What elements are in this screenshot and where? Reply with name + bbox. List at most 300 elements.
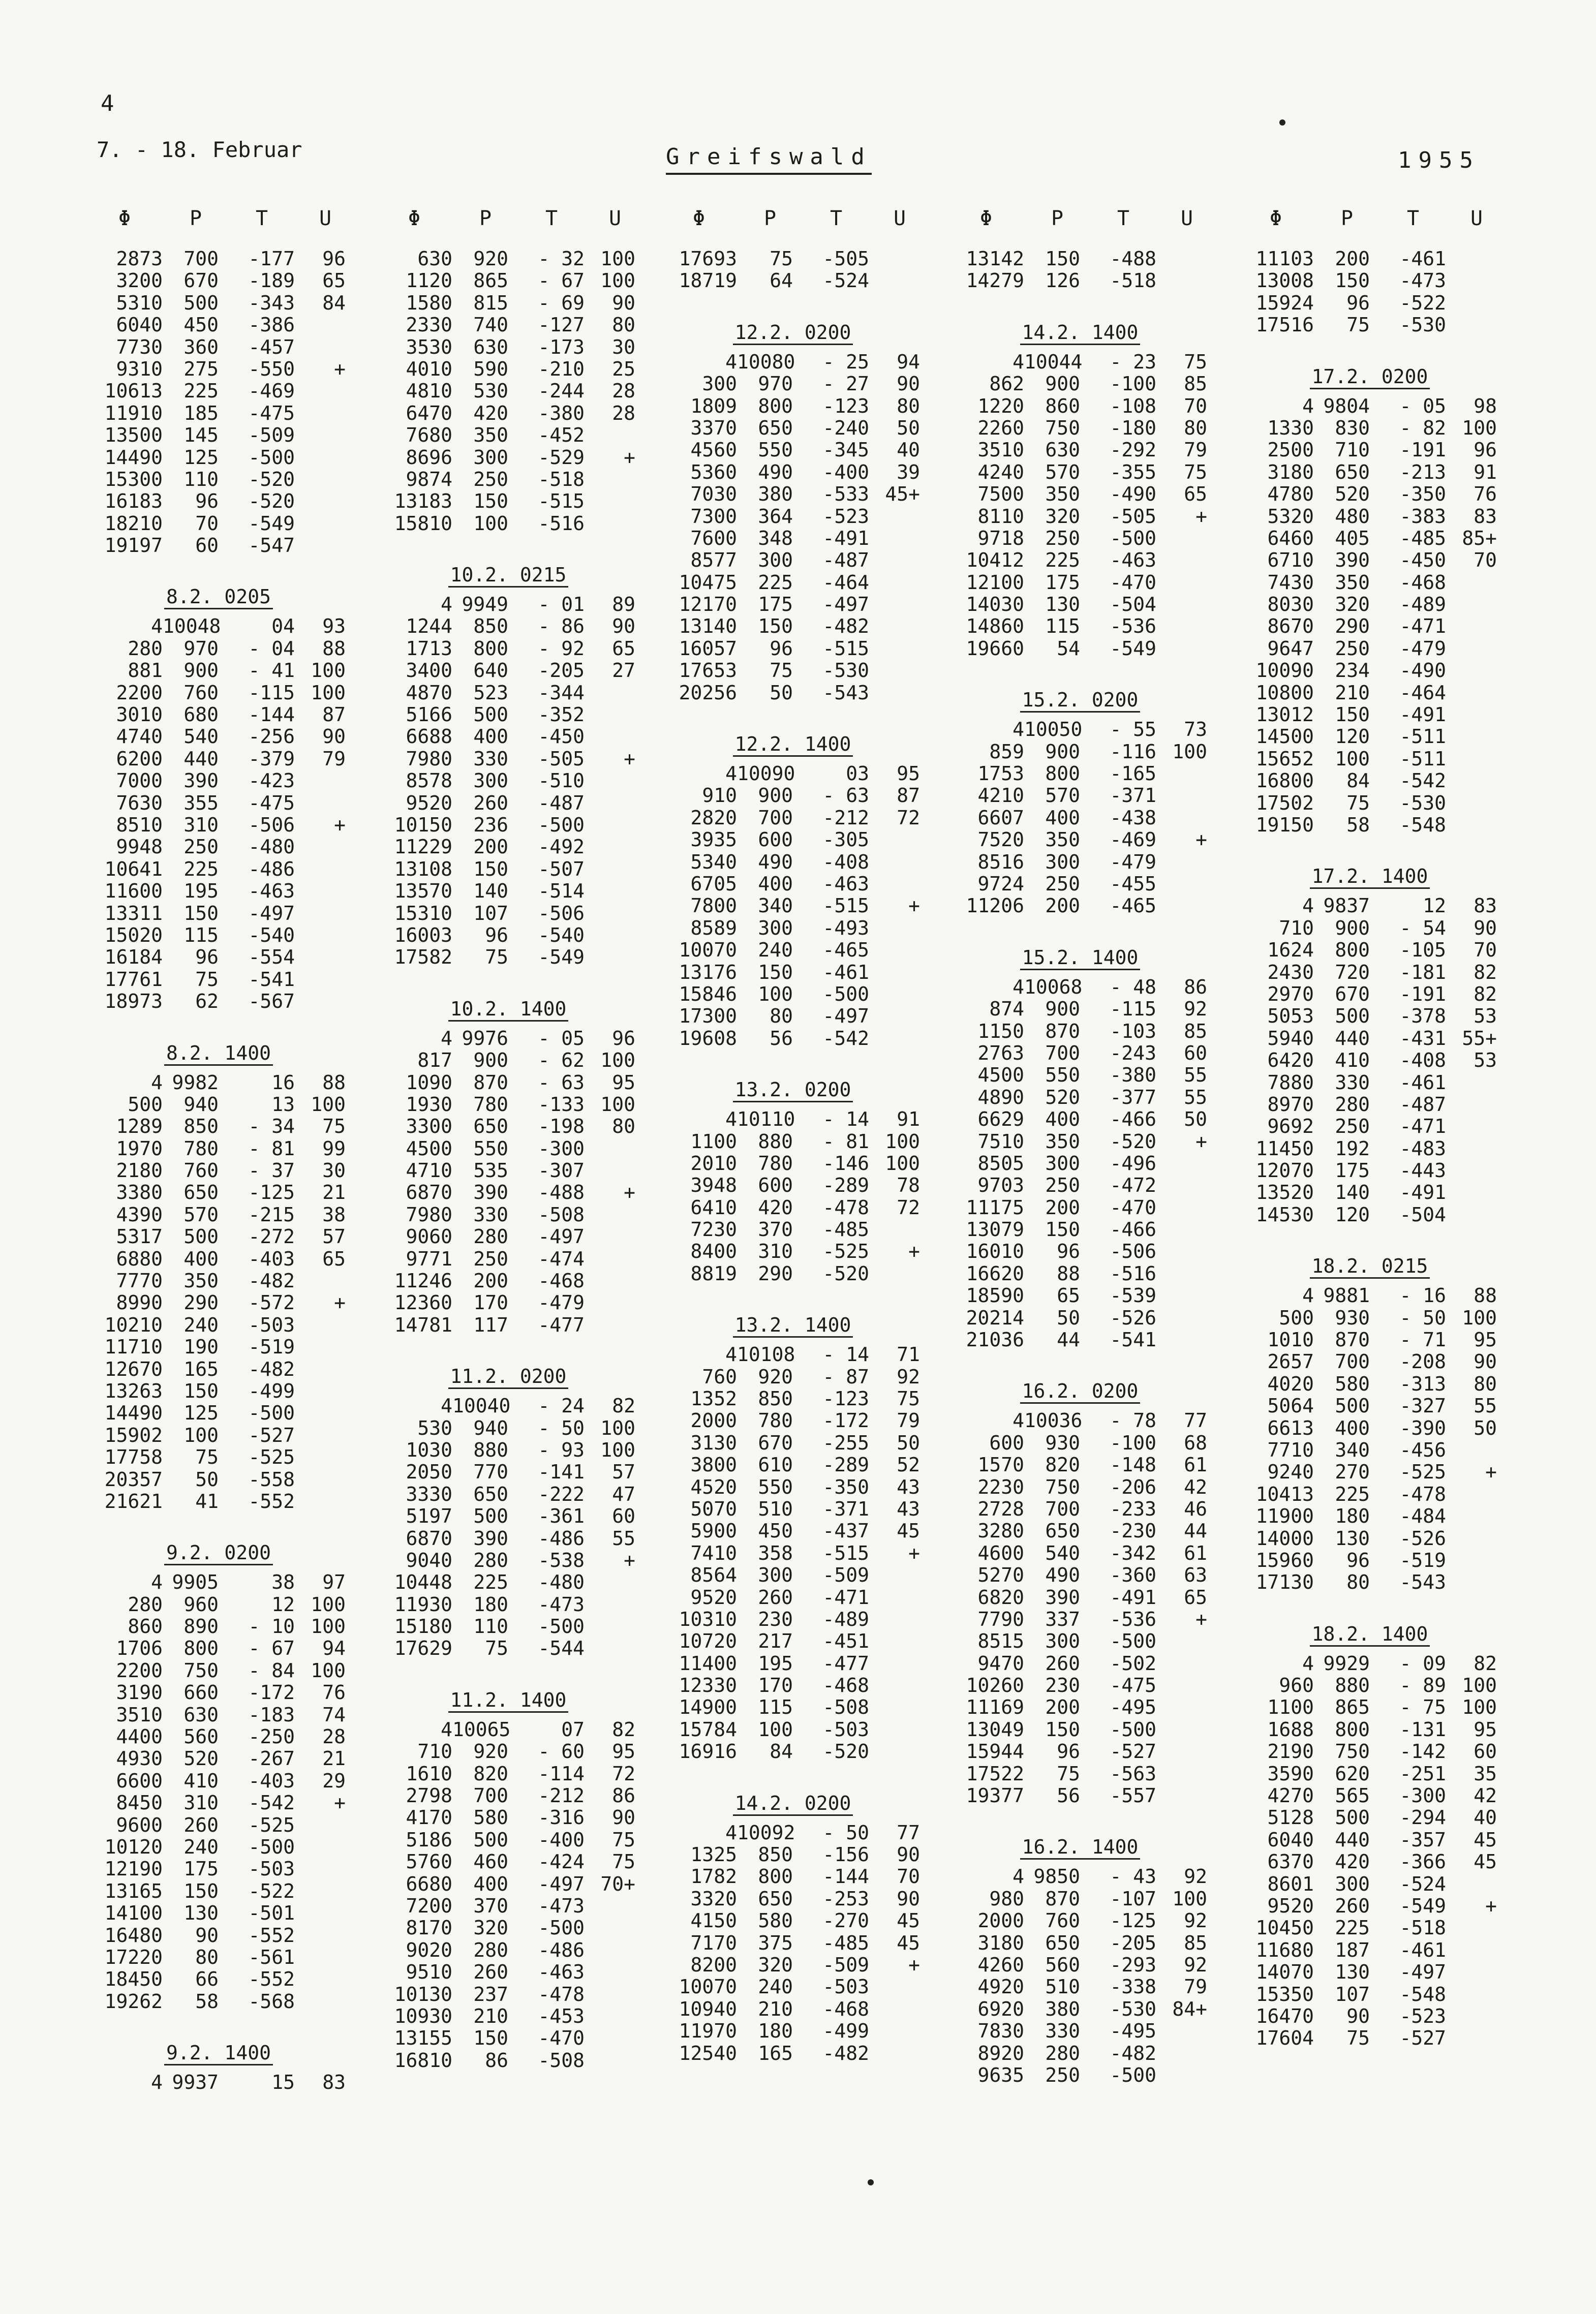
temperature-cell: -497 [248,902,295,924]
height-cell: 11229 [394,836,452,858]
height-cell: 11910 [104,402,163,424]
height-cell: 2430 [1267,961,1314,983]
pressure-cell: 250 [1045,2063,1080,2086]
temperature-cell: -526 [1110,1306,1156,1329]
humidity-cell [1446,1961,1497,1983]
table-row [1227,248,1512,270]
height-cell: 881 [128,659,163,682]
table-row [366,469,651,490]
humidity-cell [869,983,920,1005]
table-row [651,1844,935,1866]
section-title-wrap [76,1041,361,1065]
humidity-cell: 76 [322,1681,346,1704]
height-cell: 4500 [977,1064,1024,1087]
pressure-cell: 225 [183,380,219,403]
height-cell: 13079 [966,1218,1024,1241]
height-cell: 13008 [1255,269,1314,292]
pressure-cell: 150 [183,1879,219,1902]
table-row [76,1594,361,1616]
table-row [938,1520,1222,1542]
pressure-cell: 170 [758,1674,793,1697]
humidity-cell [869,615,920,637]
table-row [651,1653,935,1675]
temperature-cell: -509 [822,1954,869,1976]
humidity-cell [869,1696,920,1718]
pressure-cell: 125 [183,446,219,469]
pressure-cell: 100 [758,1718,793,1741]
humidity-cell [295,969,346,991]
pressure-cell: 760 [1045,1909,1080,1932]
humidity-cell: + [1485,1895,1497,1917]
humidity-cell: 40 [1474,1806,1497,1829]
height-cell: 10260 [966,1674,1024,1697]
height-cell: 5186 [406,1828,452,1851]
table-row [1227,1851,1512,1873]
height-cell: 7980 [406,747,452,770]
pressure-cell: 320 [1335,593,1370,616]
sounding-section [938,946,1222,1351]
temperature-cell: - 50 [822,1821,869,1844]
temperature-cell: -475 [1110,1674,1156,1697]
pressure-cell: 880 [473,1438,508,1461]
temperature-cell: -338 [1110,1976,1156,1998]
table-row [651,895,935,917]
humidity-cell [869,962,920,983]
humidity-cell [1156,572,1207,594]
height-cell: 15652 [1255,747,1314,770]
temperature-cell: -491 [1399,1181,1446,1204]
height-cell: 2230 [977,1475,1024,1498]
height-cell: 7300 [690,505,737,528]
pressure-cell: 580 [758,1909,793,1932]
temperature-cell: -504 [1110,593,1156,616]
height-cell: 4780 [1267,483,1314,506]
pressure-cell: 364 [758,505,793,528]
temperature-cell: -530 [1110,1997,1156,2020]
temperature-cell: -468 [538,1270,585,1292]
humidity-cell [1156,1785,1207,1807]
sounding-section [938,1835,1222,2086]
pressure-cell: 650 [1045,1931,1080,1954]
humidity-cell [585,946,635,968]
table-row [938,1498,1222,1520]
humidity-cell [585,792,635,814]
section-title-wrap [938,1379,1222,1403]
pressure-cell: 230 [1045,1674,1080,1697]
table-row [1227,1072,1512,1094]
temperature-cell: -497 [538,1225,585,1248]
header-cell: Φ [692,207,705,230]
pressure-cell: 900 [1335,916,1370,939]
height-cell: 14900 [679,1696,737,1719]
temperature-cell: -470 [1110,571,1156,594]
height-cell: 11970 [679,2020,737,2043]
pressure-cell: 10050 [1024,718,1083,741]
humidity-cell [295,1836,346,1858]
height-cell: 10641 [104,857,163,880]
humidity-cell: + [1195,505,1207,528]
sounding-section [651,1313,935,1763]
table-row [651,1998,935,2020]
header-cell: Φ [1269,207,1282,230]
humidity-cell: 79 [1184,439,1207,461]
height-cell: 710 [417,1740,452,1763]
table-row [76,403,361,424]
humidity-cell [585,2050,635,2072]
pressure-cell: 355 [183,791,219,814]
temperature-cell: -307 [538,1159,585,1182]
height-cell: 10090 [1255,659,1314,682]
temperature-cell: - 71 [1399,1329,1446,1351]
humidity-cell: 68 [1184,1431,1207,1454]
height-cell: 16480 [104,1924,163,1947]
temperature-cell: -482 [822,2042,869,2064]
height-cell: 8601 [1267,1872,1314,1895]
table-row [651,572,935,594]
height-cell: 3400 [406,659,452,682]
pressure-cell: 330 [1335,1071,1370,1094]
pressure-cell: 44 [1057,1329,1080,1351]
height-cell: 21036 [966,1329,1024,1351]
humidity-cell: 80 [612,314,635,336]
height-cell: 4150 [690,1909,737,1932]
pressure-cell: 670 [1335,982,1370,1005]
humidity-cell: 82 [1474,982,1497,1005]
table-row [76,858,361,880]
height-cell: 2970 [1267,982,1314,1005]
humidity-cell [1156,1153,1207,1175]
temperature-cell: -461 [1399,1938,1446,1961]
height-cell: 2260 [977,416,1024,439]
height-cell: 6629 [977,1108,1024,1131]
height-cell: 5360 [690,460,737,483]
temperature-cell: -172 [822,1409,869,1432]
height-cell: 18719 [679,269,737,292]
temperature-cell: -474 [538,1247,585,1270]
height-cell: 15310 [394,902,452,924]
humidity-cell [869,1263,920,1285]
height-cell: 16003 [394,923,452,946]
table-row [76,1072,361,1094]
table-row [651,373,935,395]
table-row [366,1528,651,1550]
table-row [651,351,935,373]
table-row [938,1131,1222,1153]
table-row [651,506,935,528]
pressure-cell: 870 [473,1071,508,1094]
temperature-cell: -360 [1110,1564,1156,1587]
pressure-cell: 56 [770,1027,793,1050]
pressure-cell: 75 [485,1637,508,1660]
pressure-cell: 75 [485,946,508,969]
height-cell: 6705 [690,872,737,895]
temperature-cell: -212 [538,1784,585,1807]
humidity-cell: 70 [897,1865,920,1888]
pressure-cell: 56 [1057,1784,1080,1807]
temperature-cell: -463 [1110,549,1156,572]
pressure-cell: 500 [473,703,508,726]
humidity-cell: 92 [1184,1909,1207,1932]
header-cell: Φ [118,207,131,230]
temperature-cell: -500 [1110,2063,1156,2086]
pressure-cell: 405 [1335,527,1370,549]
table-row [651,1005,935,1027]
height-cell: 9240 [1267,1461,1314,1484]
height-cell: 2728 [977,1497,1024,1520]
temperature-cell: -355 [1110,460,1156,483]
table-row [938,2064,1222,2086]
height-cell: 760 [702,1365,737,1388]
height-cell: 874 [989,998,1024,1021]
pressure-cell: 130 [1335,1527,1370,1550]
height-cell: 5197 [406,1505,452,1528]
humidity-cell [295,1902,346,1924]
height-cell: 7790 [977,1608,1024,1630]
table-row [651,1910,935,1932]
temperature-cell: -215 [248,1203,295,1226]
height-cell: 6607 [977,806,1024,829]
pressure-cell: 350 [1335,571,1370,594]
pressure-cell: 890 [183,1615,219,1638]
table-row [76,1991,361,2013]
height-cell: 5340 [690,850,737,873]
humidity-cell [585,1895,635,1917]
table-row [76,469,361,490]
table-row [76,2072,361,2093]
humidity-cell [869,506,920,528]
humidity-cell: 55 [1184,1064,1207,1087]
table-row [76,1880,361,1902]
pressure-cell: 740 [473,314,508,336]
humidity-cell: 82 [612,1718,635,1741]
temperature-cell: -461 [1399,248,1446,270]
humidity-cell: 45 [1474,1828,1497,1851]
table-row [938,1609,1222,1630]
pressure-cell: 850 [758,1843,793,1866]
humidity-cell [585,1314,635,1336]
humidity-cell [1446,1204,1497,1226]
humidity-cell: 70 [1474,549,1497,572]
humidity-cell: 60 [1474,1740,1497,1763]
humidity-cell [869,829,920,851]
table-row [938,1197,1222,1219]
table-row [1227,1373,1512,1395]
humidity-cell [585,770,635,792]
temperature-cell: -463 [248,880,295,903]
temperature-cell: -468 [1399,571,1446,594]
temperature-cell: -572 [248,1291,295,1314]
date-range: 7. - 18. Februar [97,137,302,162]
pressure-cell: 96 [485,923,508,946]
humidity-cell [1156,1285,1207,1307]
height-cell: 1688 [1267,1718,1314,1741]
pressure-cell: 420 [758,1196,793,1219]
temperature-cell: - 43 [1110,1865,1156,1888]
pressure-cell: 10044 [1024,350,1083,373]
humidity-cell: + [1485,1461,1497,1484]
pressure-cell: 650 [758,1887,793,1910]
pressure-cell: 500 [1335,1005,1370,1028]
pressure-cell: 9881 [1323,1284,1370,1307]
height-cell: 4560 [690,439,737,461]
table-row [651,1219,935,1241]
height-cell: 11600 [104,880,163,903]
section-title-wrap [651,1313,935,1337]
height-cell: 4 [1012,718,1024,741]
temperature-cell: -485 [822,1931,869,1954]
table-row [366,858,651,880]
height-cell: 2190 [1267,1740,1314,1763]
pressure-cell: 350 [183,1270,219,1292]
pressure-cell: 260 [758,1586,793,1609]
table-row [1227,1307,1512,1329]
height-cell: 17604 [1255,2027,1314,2050]
height-cell: 10800 [1255,681,1314,704]
temperature-cell: -540 [538,923,585,946]
humidity-cell [295,314,346,336]
humidity-cell [295,1491,346,1513]
temperature-cell: -240 [822,416,869,439]
pressure-cell: 490 [758,850,793,873]
height-cell: 13183 [394,490,452,513]
humidity-cell: 100 [600,1093,635,1116]
height-cell: 4 [1012,350,1024,373]
humidity-cell [585,1638,635,1659]
pressure-cell: 80 [195,1946,219,1968]
height-cell: 10475 [679,571,737,594]
temperature-cell: -463 [822,872,869,895]
humidity-cell: 88 [322,1071,346,1094]
temperature-cell: -483 [1399,1137,1446,1160]
pressure-cell: 96 [195,946,219,969]
table-row [1227,483,1512,505]
table-row [938,270,1222,292]
height-cell: 7030 [690,483,737,506]
pressure-cell: 62 [195,990,219,1013]
pressure-cell: 130 [1335,1961,1370,1984]
height-cell: 16057 [679,637,737,660]
pressure-cell: 300 [758,916,793,939]
header-cell: P [189,207,202,230]
table-row [366,1270,651,1292]
pressure-cell: 500 [1335,1806,1370,1829]
humidity-cell: 79 [897,1409,920,1432]
pressure-cell: 165 [758,2042,793,2064]
table-row [76,447,361,469]
pressure-cell: 64 [770,269,793,292]
humidity-cell: 75 [897,1387,920,1410]
section-title: 12.2. 0200 [733,321,853,345]
height-cell: 15810 [394,512,452,535]
table-row [651,660,935,682]
table-row [651,1388,935,1410]
humidity-cell [295,1380,346,1402]
height-cell: 530 [417,1416,452,1439]
humidity-cell: 100 [1462,1696,1497,1719]
humidity-cell [295,924,346,946]
pressure-cell: 390 [1045,1586,1080,1609]
height-cell: 7980 [406,1203,452,1226]
pressure-cell: 530 [473,380,508,403]
table-row [76,814,361,836]
humidity-cell: 60 [1184,1041,1207,1064]
height-cell: 13263 [104,1379,163,1402]
temperature-cell: -131 [1399,1718,1446,1741]
temperature-cell: -463 [538,1961,585,1984]
temperature-cell: - 05 [538,1027,585,1050]
height-cell: 9600 [116,1813,163,1836]
pressure-cell: 80 [770,1005,793,1028]
humidity-cell: 90 [322,725,346,748]
temperature-cell: -514 [538,880,585,903]
table-row [76,1336,361,1358]
height-cell: 19197 [104,534,163,557]
section-title-wrap [76,1541,361,1564]
table-row [651,395,935,417]
humidity-cell: 65 [1184,483,1207,506]
pressure-cell: 9804 [1323,394,1370,417]
pressure-cell: 190 [183,1336,219,1359]
pressure-cell: 400 [473,725,508,748]
height-cell: 4 [441,1027,452,1050]
humidity-cell: 100 [600,269,635,292]
height-cell: 3330 [406,1483,452,1505]
humidity-cell [295,469,346,490]
table-row [651,1175,935,1196]
table-row [1227,770,1512,792]
pressure-cell: 510 [758,1497,793,1520]
table-row [938,719,1222,741]
data-column-1 [76,204,361,2094]
table-row [1227,1204,1512,1226]
humidity-cell: 100 [1462,1674,1497,1697]
temperature-cell: -529 [538,446,585,469]
height-cell: 4 [151,615,163,638]
height-cell: 3948 [690,1174,737,1197]
height-cell: 4 [1012,1409,1024,1432]
table-row [651,1131,935,1153]
temperature-cell: -251 [1399,1762,1446,1785]
temperature-cell: -294 [1399,1806,1446,1829]
table-row [76,1160,361,1182]
table-row [1227,1138,1512,1160]
temperature-cell: -212 [822,806,869,829]
height-cell: 3190 [116,1681,163,1704]
table-row [938,1285,1222,1307]
pressure-cell: 150 [183,902,219,924]
humidity-cell [869,1587,920,1609]
pressure-cell: 348 [758,527,793,549]
pressure-cell: 650 [473,1115,508,1138]
table-row [366,1417,651,1439]
section-title: 15.2. 0200 [1020,689,1141,713]
table-row [651,417,935,439]
sounding-section [76,1041,361,1513]
height-cell: 16010 [966,1240,1024,1263]
temperature-cell: -343 [248,291,295,314]
humidity-cell: + [1195,1608,1207,1630]
height-cell: 4010 [406,357,452,380]
temperature-cell: -479 [1110,850,1156,873]
humidity-cell [295,1947,346,1968]
pressure-cell: 380 [1045,1997,1080,2020]
temperature-cell: -495 [1110,2020,1156,2043]
section-title: 13.2. 1400 [733,1314,853,1338]
pressure-cell: 58 [195,1990,219,2013]
humidity-cell: 74 [322,1703,346,1726]
temperature-cell: -133 [538,1093,585,1116]
temperature-cell: - 87 [822,1365,869,1388]
